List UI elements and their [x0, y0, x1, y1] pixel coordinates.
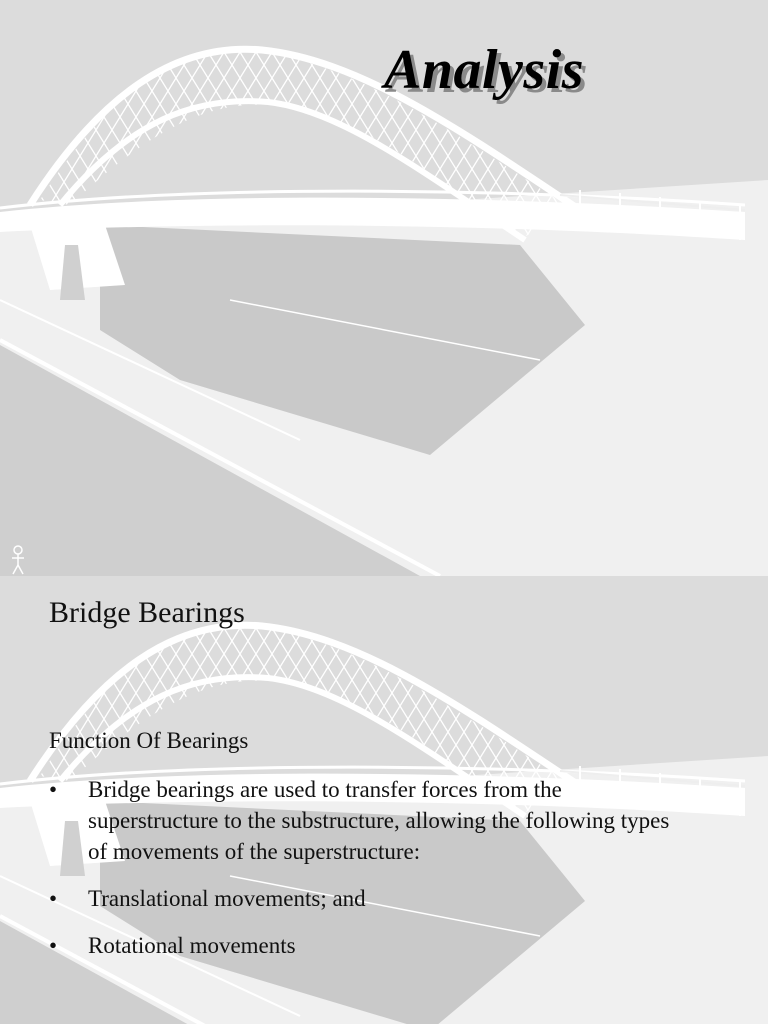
person-icon: [10, 545, 26, 575]
slide-title: Bridge Bearings: [49, 596, 245, 629]
bullet-icon: •: [49, 933, 58, 958]
bullet-list: [49, 774, 689, 977]
bullet-text: Translational movements; and: [88, 886, 366, 911]
list-item: [49, 930, 689, 961]
list-item: [49, 774, 689, 867]
section-subheading: Function Of Bearings: [49, 728, 249, 753]
bullet-icon: •: [49, 777, 58, 802]
slide-bridge-bearings: [0, 576, 768, 1024]
bullet-icon: •: [49, 886, 58, 911]
list-item: [49, 883, 689, 914]
bullet-text: Rotational movements: [88, 933, 296, 958]
bullet-text: Bridge bearings are used to transfer forces from the superstructure to the substructure, allowing the following types of movements of the superstructure:: [88, 777, 670, 864]
slide-title: Analysis: [384, 39, 585, 101]
